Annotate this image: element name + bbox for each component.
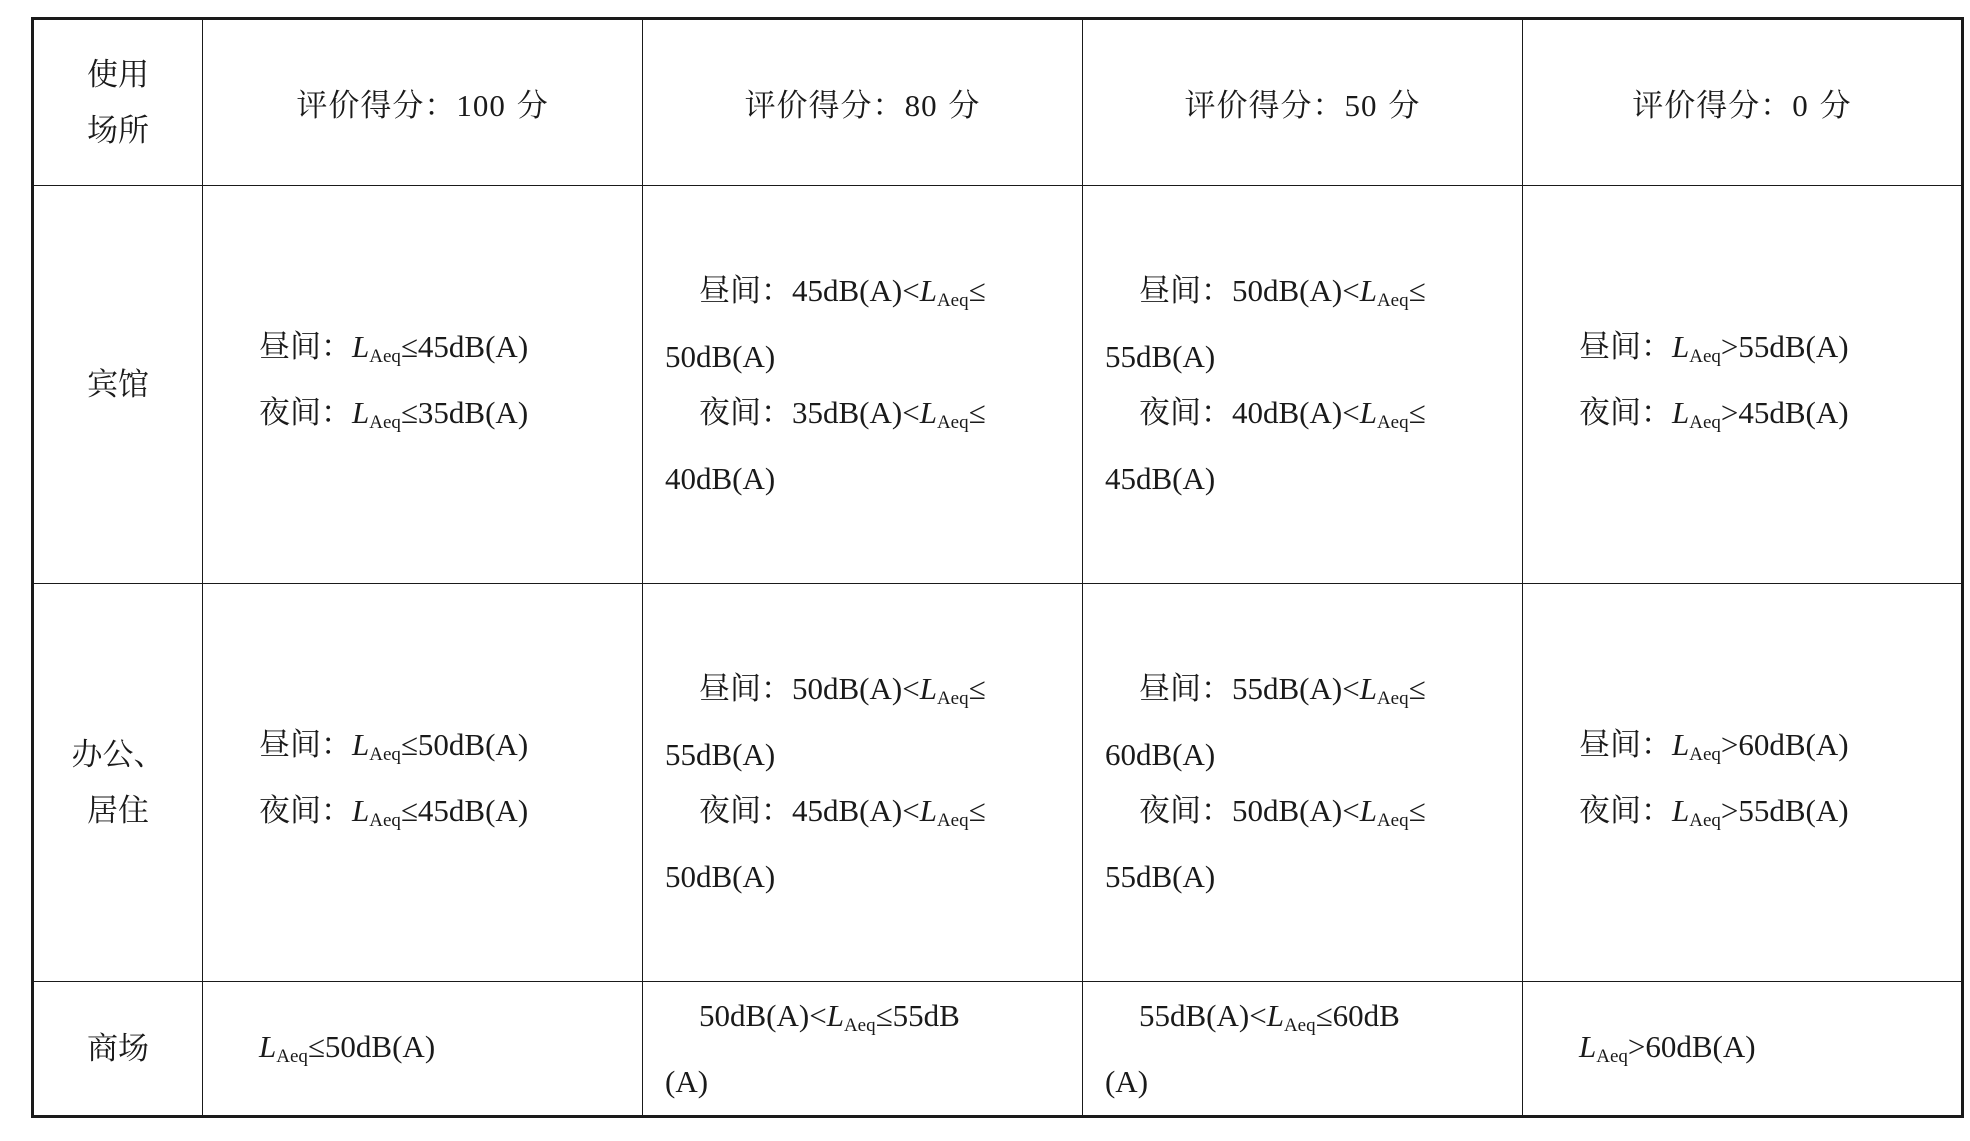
day-lower: 50dB(A)< <box>1231 272 1360 308</box>
criterion-value: >60dB(A) <box>1627 1029 1756 1064</box>
venue-cell <box>33 982 203 1117</box>
criterion <box>665 988 1068 1054</box>
night-criterion <box>259 385 642 451</box>
night-criterion <box>259 783 642 849</box>
venue-cell <box>33 186 203 584</box>
venue-header-cell <box>33 19 203 186</box>
night-label: 夜间： <box>1138 394 1232 431</box>
laeq-symbol: $L_{Aeq}$ <box>1578 1029 1628 1067</box>
criterion-upper: ≤55dB <box>875 997 960 1033</box>
criterion-value: ≤50dB(A) <box>307 1029 436 1064</box>
score-prefix: 评价得分： <box>744 88 905 124</box>
score-suffix: 分 <box>516 88 549 124</box>
day-lower: 50dB(A)< <box>792 670 920 706</box>
score-suffix: 分 <box>1819 88 1852 124</box>
score-80-cell <box>643 982 1083 1117</box>
day-label: 昼间： <box>1138 272 1232 309</box>
day-continuation: 55dB(A) <box>665 736 776 772</box>
night-upper: ≤ <box>1408 792 1426 828</box>
laeq-symbol: $L_{Aeq}$ <box>1671 792 1721 831</box>
day-value: >60dB(A) <box>1720 726 1849 762</box>
night-label: 夜间： <box>259 792 353 829</box>
criterion-lower: 50dB(A)< <box>699 997 827 1033</box>
night-lower: 45dB(A)< <box>792 792 920 828</box>
night-criterion <box>665 783 1068 849</box>
night-value: ≤45dB(A) <box>400 792 529 828</box>
night-continuation: 45dB(A) <box>1104 460 1216 496</box>
score-prefix: 评价得分： <box>1184 88 1345 124</box>
night-lower: 35dB(A)< <box>792 394 920 430</box>
night-upper: ≤ <box>968 792 986 828</box>
laeq-symbol: $L_{Aeq}$ <box>1266 997 1316 1036</box>
day-label: 昼间： <box>699 670 792 707</box>
venue-label-line-2: 居住 <box>87 792 149 829</box>
day-label: 昼间： <box>1578 726 1672 763</box>
laeq-symbol: $L_{Aeq}$ <box>352 328 401 367</box>
venue-label-line-1: 办公、 <box>71 736 165 773</box>
night-continuation: 40dB(A) <box>665 460 776 496</box>
laeq-symbol: $L_{Aeq}$ <box>1359 792 1409 831</box>
criterion <box>1105 988 1508 1054</box>
score-prefix: 评价得分： <box>1632 88 1793 124</box>
laeq-symbol: $L_{Aeq}$ <box>352 394 401 433</box>
day-label: 昼间： <box>1138 670 1232 707</box>
score-value: 80 <box>904 88 938 123</box>
criterion <box>259 1029 642 1068</box>
laeq-symbol: $L_{Aeq}$ <box>919 394 969 433</box>
score-100-cell <box>203 186 643 584</box>
laeq-symbol: $L_{Aeq}$ <box>826 997 876 1036</box>
venue-label: 商场 <box>87 1030 149 1067</box>
day-criterion <box>1105 661 1508 727</box>
laeq-symbol: $L_{Aeq}$ <box>1671 328 1721 367</box>
header-row <box>33 19 1963 186</box>
night-upper: ≤ <box>1408 394 1426 430</box>
score-0-cell <box>1522 982 1962 1117</box>
criterion-lower: 55dB(A)< <box>1138 997 1267 1033</box>
night-criterion <box>665 385 1068 451</box>
score-suffix: 分 <box>1388 88 1421 124</box>
night-label: 夜间： <box>1578 792 1672 829</box>
night-label: 夜间： <box>259 394 353 431</box>
score-100-cell <box>203 982 643 1117</box>
day-lower: 45dB(A)< <box>792 272 920 308</box>
night-label: 夜间： <box>699 394 792 431</box>
criterion-continuation: (A) <box>665 1063 709 1099</box>
table-row-office-residence <box>33 584 1963 982</box>
night-value: >55dB(A) <box>1720 792 1849 828</box>
criterion <box>1579 1029 1961 1068</box>
laeq-symbol: $L_{Aeq}$ <box>259 1029 308 1067</box>
score-value: 0 <box>1792 88 1809 123</box>
day-value: ≤50dB(A) <box>400 726 529 762</box>
laeq-symbol: $L_{Aeq}$ <box>352 792 401 831</box>
laeq-symbol: $L_{Aeq}$ <box>919 670 969 709</box>
score-suffix: 分 <box>948 88 981 124</box>
night-label: 夜间： <box>699 792 792 829</box>
night-continuation: 55dB(A) <box>1104 858 1216 894</box>
day-value: ≤45dB(A) <box>400 328 529 364</box>
day-label: 昼间： <box>259 726 353 763</box>
score-50-header <box>1082 19 1522 186</box>
laeq-symbol: $L_{Aeq}$ <box>919 272 969 311</box>
laeq-symbol: $L_{Aeq}$ <box>1359 670 1409 709</box>
day-label: 昼间： <box>699 272 792 309</box>
night-criterion <box>1579 385 1961 451</box>
day-continuation: 60dB(A) <box>1104 736 1216 772</box>
day-upper: ≤ <box>968 272 986 308</box>
day-label: 昼间： <box>1578 328 1672 365</box>
day-upper: ≤ <box>968 670 986 706</box>
table-row-hotel <box>33 186 1963 584</box>
noise-evaluation-table <box>31 17 1964 1118</box>
score-0-cell <box>1522 186 1962 584</box>
laeq-symbol: $L_{Aeq}$ <box>1671 726 1721 765</box>
score-100-cell <box>203 584 643 982</box>
night-label: 夜间： <box>1578 394 1672 431</box>
score-80-cell <box>643 186 1083 584</box>
score-prefix: 评价得分： <box>296 88 457 124</box>
score-0-header <box>1522 19 1962 186</box>
day-continuation: 55dB(A) <box>1104 338 1216 374</box>
criterion-upper: ≤60dB <box>1315 997 1400 1033</box>
laeq-symbol: $L_{Aeq}$ <box>1671 394 1721 433</box>
day-lower: 55dB(A)< <box>1231 670 1360 706</box>
venue-header-line-2: 场所 <box>87 112 149 149</box>
day-criterion <box>665 661 1068 727</box>
criterion-continuation: (A) <box>1104 1063 1149 1099</box>
score-100-header <box>203 19 643 186</box>
laeq-symbol: $L_{Aeq}$ <box>1359 394 1409 433</box>
day-criterion <box>1105 263 1508 329</box>
venue-label: 宾馆 <box>87 366 149 403</box>
laeq-symbol: $L_{Aeq}$ <box>1359 272 1409 311</box>
laeq-symbol: $L_{Aeq}$ <box>352 726 401 765</box>
night-criterion <box>1105 385 1508 451</box>
day-criterion <box>1579 319 1961 385</box>
venue-cell <box>33 584 203 982</box>
score-value: 100 <box>456 88 506 123</box>
score-50-cell <box>1082 982 1522 1117</box>
day-criterion <box>1579 717 1961 783</box>
night-criterion <box>1579 783 1961 849</box>
day-criterion <box>665 263 1068 329</box>
table-row-mall <box>33 982 1963 1117</box>
day-criterion <box>259 319 642 385</box>
night-value: >45dB(A) <box>1720 394 1849 430</box>
laeq-symbol: $L_{Aeq}$ <box>919 792 969 831</box>
night-upper: ≤ <box>968 394 986 430</box>
score-0-cell <box>1522 584 1962 982</box>
day-upper: ≤ <box>1408 670 1426 706</box>
day-continuation: 50dB(A) <box>665 338 776 374</box>
day-label: 昼间： <box>259 328 353 365</box>
night-continuation: 50dB(A) <box>665 858 776 894</box>
score-80-header <box>643 19 1083 186</box>
day-value: >55dB(A) <box>1720 328 1849 364</box>
score-50-cell <box>1082 186 1522 584</box>
venue-header-line-1: 使用 <box>87 56 149 93</box>
night-criterion <box>1105 783 1508 849</box>
score-80-cell <box>643 584 1083 982</box>
night-lower: 40dB(A)< <box>1231 394 1360 430</box>
day-criterion <box>259 717 642 783</box>
day-upper: ≤ <box>1408 272 1426 308</box>
night-label: 夜间： <box>1138 792 1232 829</box>
score-value: 50 <box>1344 88 1378 123</box>
night-value: ≤35dB(A) <box>400 394 529 430</box>
night-lower: 50dB(A)< <box>1231 792 1360 828</box>
score-50-cell <box>1082 584 1522 982</box>
